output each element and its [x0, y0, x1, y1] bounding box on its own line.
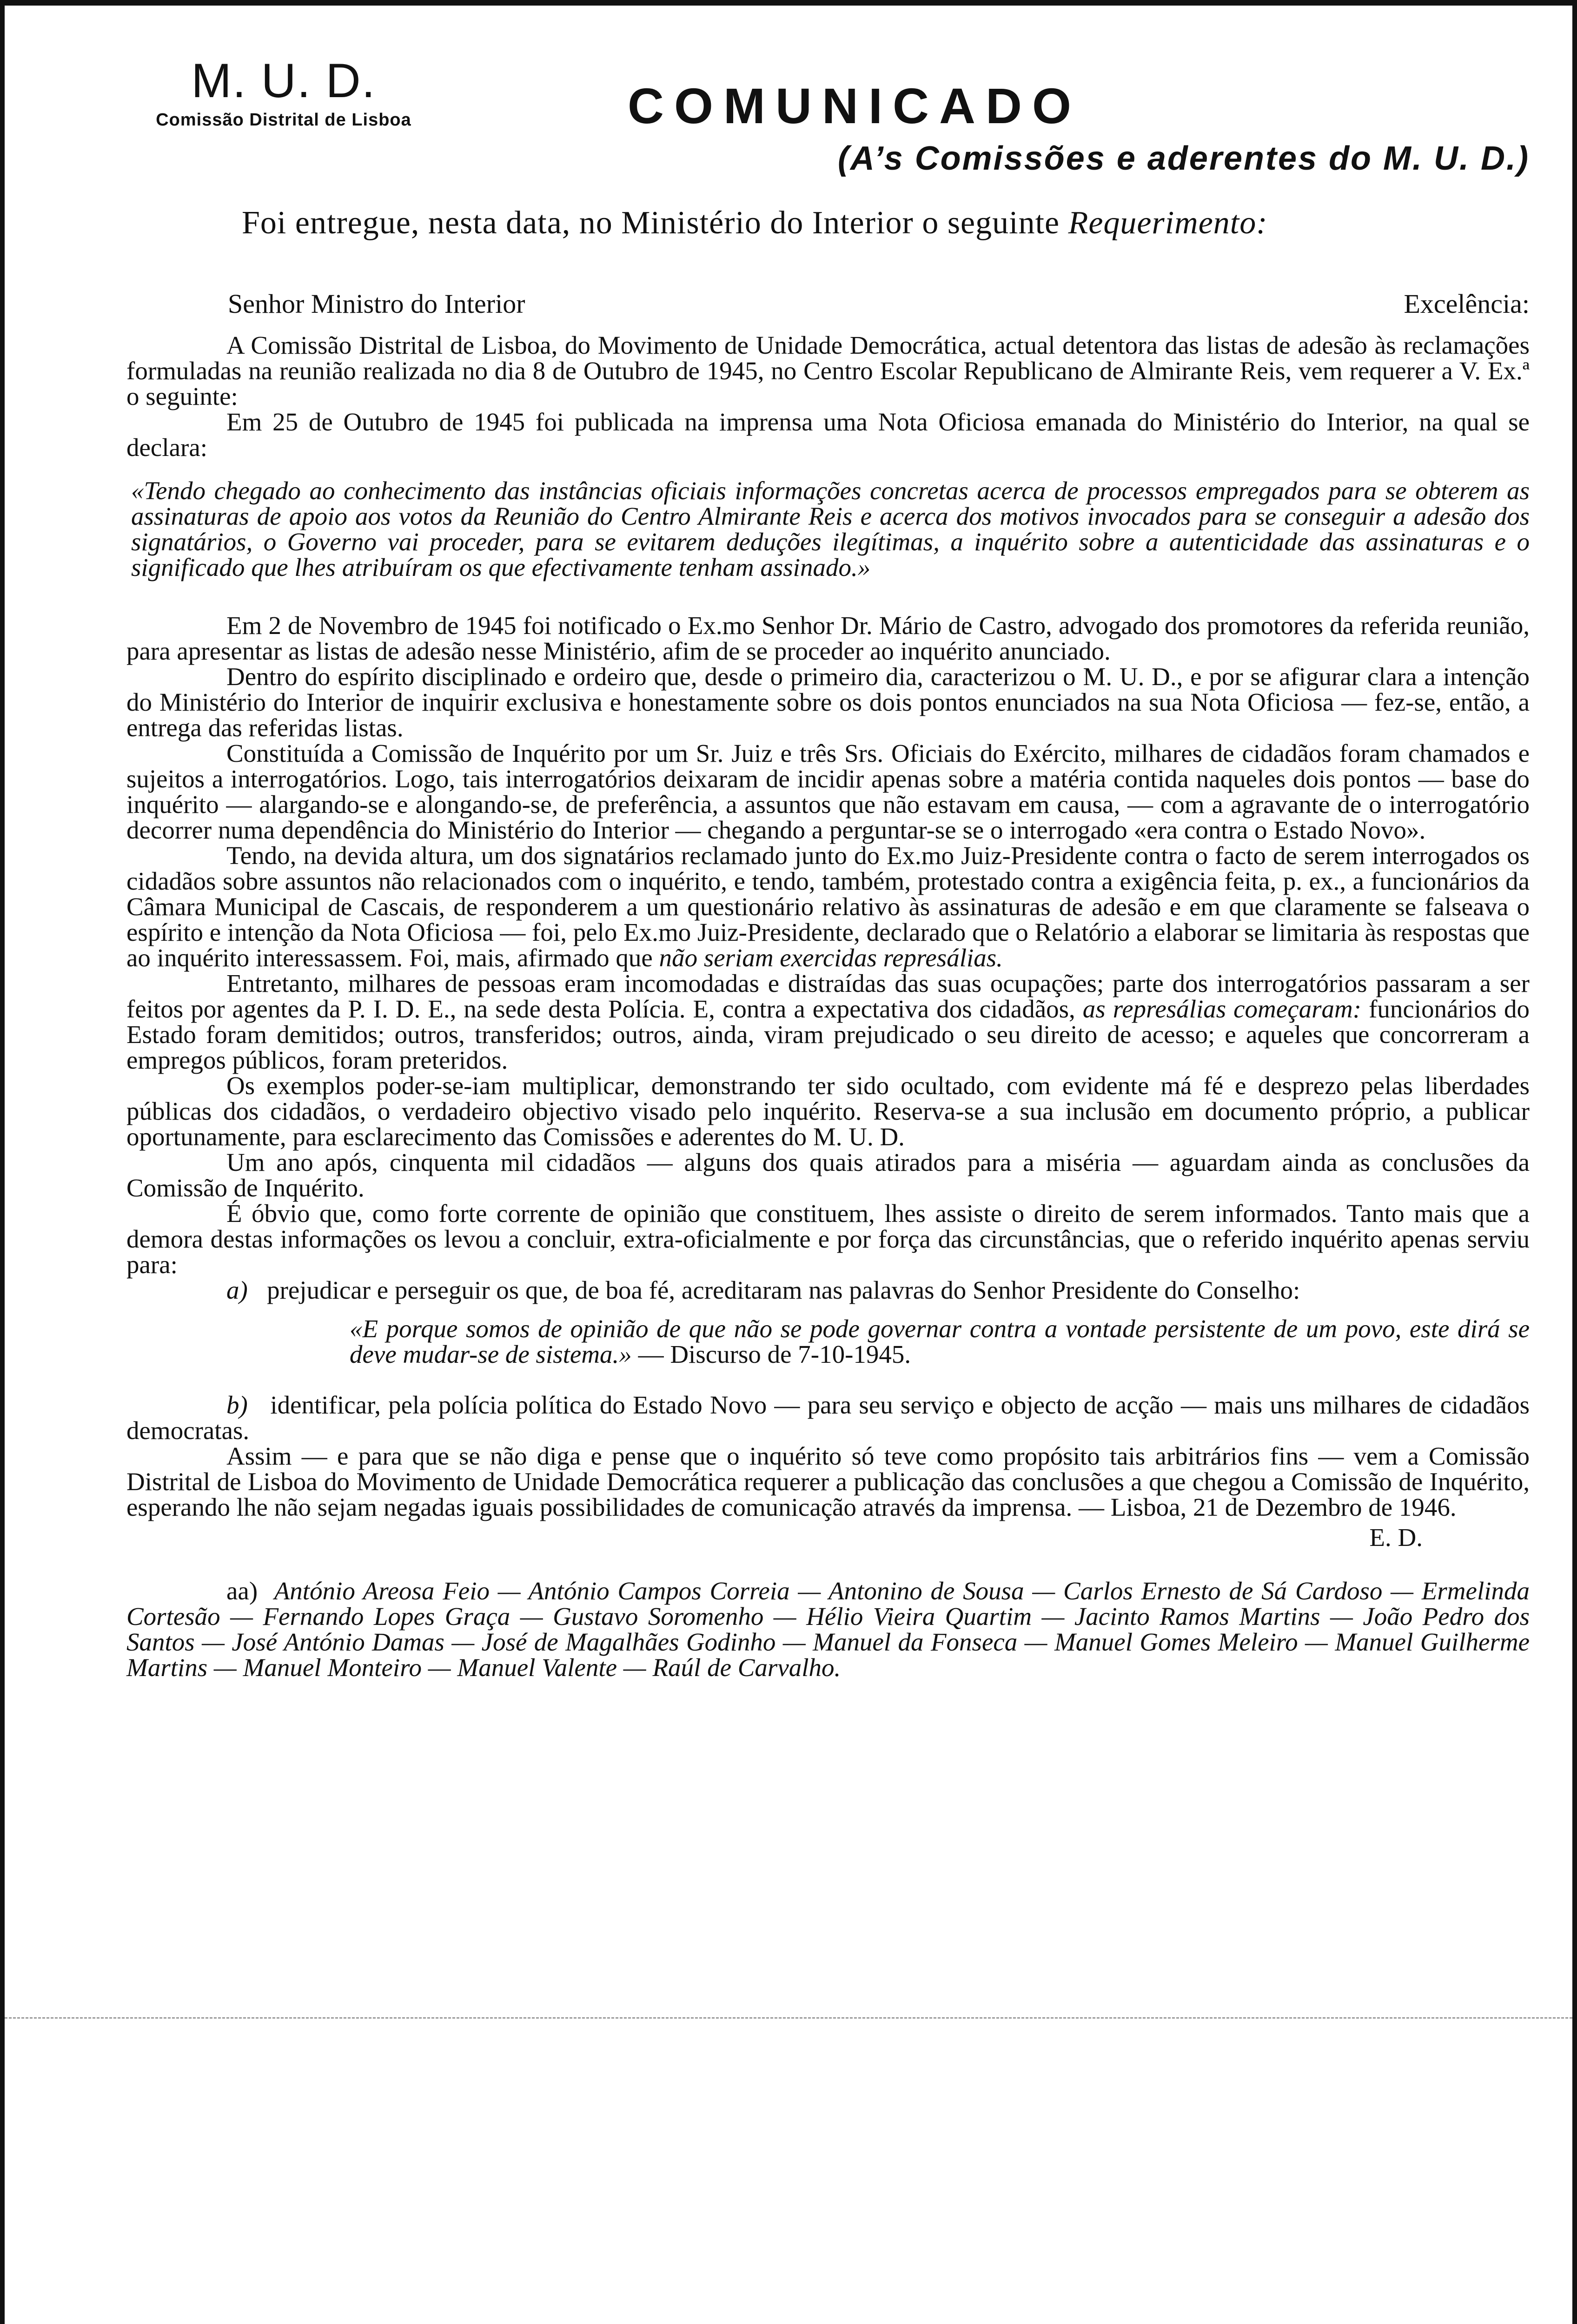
paragraph-3: Em 2 de Novembro de 1945 foi notificado o Ex.mo Senhor Dr. Mário de Castro, advogado dos promotores da referida reunião, para apresentar as listas de adesão nesse Ministério, afim de se proceder ao inquérito anunciado.	[126, 611, 1530, 665]
list-item-a-label: a)	[226, 1276, 248, 1304]
paragraph-1: A Comissão Distrital de Lisboa, do Movimento de Unidade Democrática, actual detentora das listas de adesão às reclamações formuladas na reunião realizada no dia 8 de Outubro de 1945, no Centro Escolar Republicano de Almirante Reis, vem requerer a V. Ex.ª o seguinte:	[126, 331, 1530, 410]
intro-emphasis: Requerimento:	[1068, 205, 1268, 241]
list-item-b	[126, 1392, 1530, 1443]
document-title: COMUNICADO	[628, 78, 1081, 134]
salutation-recipient: Senhor Ministro do Interior	[228, 289, 525, 319]
paragraph-9: Um ano após, cinquenta mil cidadãos — alguns dos quais atirados para a miséria — aguardam ainda as conclusões da Comissão de Inquérito.	[126, 1148, 1530, 1202]
signatories-label: aa)	[226, 1577, 258, 1605]
paragraph-6-text: Tendo, na devida altura, um dos signatários reclamado junto do Ex.mo Juiz-Presidente contra o facto de serem interrogados os cidadãos sobre assuntos não relacionados com o inquérito, e tendo, também, protestado contra a exigência feita, p. ex., a funcionários da Câmara Municipal de Cascais, de responderem a um questionário relativo às assinaturas de adesão e em que claramente se falseava o espírito e intenção da Nota Oficiosa — foi, pelo Ex.mo Juiz-Presidente, declarado que o Relatório a elaborar se limitaria às respostas que ao inquérito interessassem. Foi, mais, afirmado que	[126, 841, 1530, 972]
paragraph-2: Em 25 de Outubro de 1945 foi publicada na imprensa uma Nota Oficiosa emanada do Ministério do Interior, na qual se declara:	[126, 408, 1530, 462]
signatories-names: António Areosa Feio — António Campos Correia — Antonino de Sousa — Carlos Ernesto de Sá Cardoso — Ermelinda Cortesão — Fernando Lopes Graça — Gustavo Soromenho — Hélio Vieira Quartim — Jacinto Ramos Martins — João Pedro dos Santos — José António Damas — José de Magalhães Godinho — Manuel da Fonseca — Manuel Gomes Meleiro — Manuel Guilherme Martins — Manuel Monteiro — Manuel Valente — Raúl de Carvalho.	[126, 1577, 1530, 1682]
paragraph-6-emphasis: não seriam exercidas represálias.	[659, 944, 1003, 972]
list-item-b-text: identificar, pela polícia política do Estado Novo — para seu serviço e objecto de acção — mais uns milhares de cidadãos democratas.	[126, 1391, 1530, 1445]
paragraph-10: É óbvio que, como forte corrente de opinião que constituem, lhes assiste o direito de serem informados. Tanto mais que a demora destas informações os levou a concluir, extra-oficialmente e por força das circunstâncias, que o referido inquérito apenas serviu para:	[126, 1199, 1530, 1279]
organization-subtitle: Comissão Distrital de Lisboa	[156, 110, 411, 130]
quote-discurso-source: — Discurso de 7-10-1945.	[638, 1340, 911, 1368]
bottom-dashed-line	[5, 2017, 1572, 2019]
paragraph-6	[126, 843, 1530, 971]
list-item-a-text: prejudicar e perseguir os que, de boa fé, acreditaram nas palavras do Senhor Presidente do Conselho:	[267, 1276, 1300, 1304]
paragraph-5: Constituída a Comissão de Inquérito por um Sr. Juiz e três Srs. Oficiais do Exército, milhares de cidadãos foram chamados e sujeitos a interrogatórios. Logo, tais interrogatórios deixaram de incidir apenas sobre a matéria contida naqueles dois pontos — base do inquérito — alargando-se e alongando-se, de preferência, a assuntos que não estavam em causa, — com a agravante de o interrogatório decorrer numa dependência do Ministério do Interior — chegando a perguntar-se se o interrogado «era contra o Estado Novo».	[126, 739, 1530, 844]
organization-header	[116, 56, 451, 130]
quote-nota-oficiosa: «Tendo chegado ao conhecimento das instâncias oficiais informações concretas acerca de processos empregados para se obterem as assinaturas de apoio aos votos da Reunião do Centro Almirante Reis e acerca dos motivos invocados para se conseguir a adesão dos signatários, o Governo vai proceder, para se evitarem deduções ilegítimas, a inquérito sobre a autenticidade das assinaturas e o significado que lhes atribuíram os que efectivamente tenham assinado.»	[131, 476, 1530, 581]
paragraph-8: Os exemplos poder-se-iam multiplicar, demonstrando ter sido ocultado, com evidente má fé e desprezo pelas liberdades públicas dos cidadãos, o verdadeiro objectivo visado pelo inquérito. Reserva-se a sua inclusão em documento próprio, a publicar oportunamente, para esclarecimento das Comissões e aderentes do M. U. D.	[126, 1071, 1530, 1151]
paragraph-7	[126, 971, 1530, 1073]
list-item-a	[126, 1277, 1530, 1303]
quote-discurso-text: «E porque somos de opinião de que não se pode governar contra a vontade persistente de um povo, este dirá se deve mudar-se de sistema.»	[350, 1314, 1530, 1368]
list-item-b-label: b)	[226, 1391, 248, 1419]
paragraph-4: Dentro do espírito disciplinado e ordeiro que, desde o primeiro dia, caracterizou o M. U. D., e por se afigurar clara a intenção do Ministério do Interior de inquirir exclusiva e honestamente sobre os dois pontos enunciados na sua Nota Oficiosa — fez-se, então, a entrega das referidas listas.	[126, 662, 1530, 742]
paragraph-11: Assim — e para que se não diga e pense que o inquérito só teve como propósito tais arbitrários fins — vem a Comissão Distrital de Lisboa do Movimento de Unidade Democrática requerer a publicação das conclusões a que chegou a Comissão de Inquérito, esperando lhe não sejam negadas iguais possibilidades de comunicação através da imprensa. — Lisboa, 21 de Dezembro de 1946.	[126, 1442, 1530, 1521]
page-border-top	[0, 0, 1577, 6]
quote-discurso	[126, 1316, 1530, 1367]
paragraph-7-text-b: funcionários do Estado foram demitidos; outros, transferidos; outros, ainda, viram prejudicado o seu direito de acesso; e aqueles que concorreram a empregos públicos, foram preteridos.	[126, 995, 1530, 1074]
paragraph-7-emphasis: as represálias começaram:	[1082, 995, 1362, 1023]
salutation-line	[228, 288, 1530, 319]
page-border-left	[0, 0, 5, 2324]
paragraph-7-text-a: Entretanto, milhares de pessoas eram incomodadas e distraídas das suas ocupações; parte dos interrogatórios passaram a ser feitos por agentes da P. I. D. E., na sede desta Polícia. E, contra a expectativa dos cidadãos,	[126, 969, 1530, 1023]
signature-initials: E. D.	[1369, 1523, 1423, 1552]
signatories-list	[126, 1578, 1530, 1680]
document-subtitle: (A’s Comissões e aderentes do M. U. D.)	[837, 140, 1530, 177]
intro-text: Foi entregue, nesta data, no Ministério do Interior o seguinte	[242, 205, 1060, 241]
page-border-right	[1572, 0, 1577, 2324]
document-body	[126, 332, 1530, 1680]
salutation-greeting: Excelência:	[1404, 289, 1530, 319]
organization-abbreviation: M. U. D.	[191, 54, 376, 108]
intro-line	[242, 205, 1268, 242]
